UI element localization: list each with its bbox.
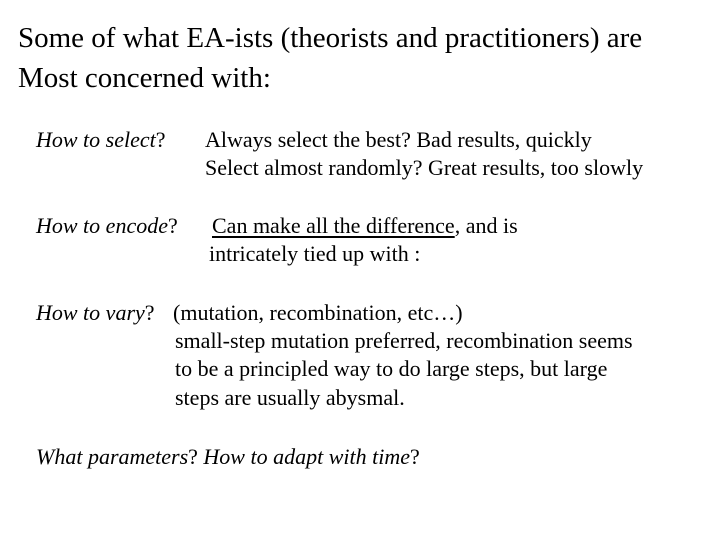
encode-line-1-rest: , and is [454, 213, 518, 238]
encode-question-mark: ? [167, 213, 178, 238]
vary-question-mark: ? [144, 300, 155, 325]
select-question-text: How to select [36, 127, 156, 152]
encode-line-1 [212, 212, 518, 240]
params-line [36, 443, 420, 471]
params-question-1: What parameters [36, 444, 189, 469]
title-line-1: Some of what EA-ists (theorists and practitioners) are [18, 22, 643, 54]
select-line-1: Always select the best? Bad results, quickly [205, 127, 592, 152]
params-question-mark-1: ? [188, 444, 198, 469]
params-question-2: How to adapt with time [203, 444, 410, 469]
encode-line-2: intricately tied up with : [209, 241, 421, 266]
title-line-2: Most concerned with: [18, 62, 271, 94]
select-line-2: Select almost randomly? Great results, too slowly [205, 155, 644, 180]
vary-question [36, 299, 155, 327]
vary-line-1: (mutation, recombination, etc…) [173, 300, 463, 325]
vary-line-2: small-step mutation preferred, recombination seems [175, 328, 633, 353]
encode-question [36, 212, 178, 240]
vary-line-3: to be a principled way to do large steps, but large [175, 356, 608, 381]
params-question-mark-2: ? [409, 444, 420, 469]
vary-line-4: steps are usually abysmal. [175, 385, 405, 410]
select-question-mark: ? [155, 127, 166, 152]
encode-underlined-text: Can make all the difference [212, 213, 455, 238]
select-question [36, 126, 166, 154]
encode-question-text: How to encode [36, 213, 168, 238]
vary-question-text: How to vary [36, 300, 145, 325]
